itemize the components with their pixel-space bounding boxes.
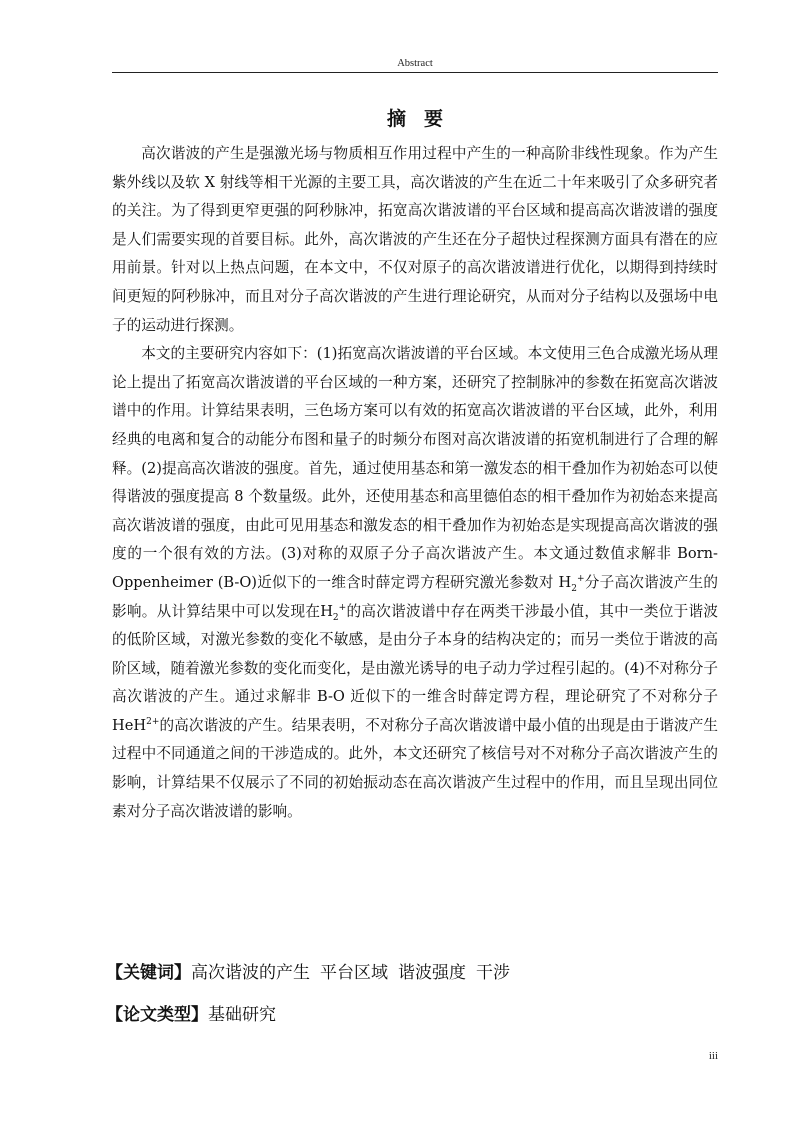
paragraph-contents-part2: 分子高次谐波产生的影响。从计算结果中可以发现在H	[112, 573, 718, 620]
paragraph-contents-part3: 的高次谐波谱中存在两类干涉最小值，其中一类位于谐波的低阶区域，对激光参数的变化不敏感，是由分子本身的结构决定的；而另一类位于谐波的高阶区域，随着激光参数的变化而变化，是由激光诱导的电子动力学过程引起的。(4)不对称分子高次谐波的产生。通过求解非 B-O 近似下的一维含时薛定谔方程，理论研究了不对称分子 HeH	[112, 602, 718, 734]
keyword-term: 谐波强度	[398, 963, 466, 983]
running-header: Abstract	[397, 58, 433, 69]
paragraph-contents-part1: 本文的主要研究内容如下：(1)拓宽高次谐波谱的平台区域。本文使用三色合成激光场从理论上提出了拓宽高次谐波谱的平台区域的一种方案，还研究了控制脉冲的参数在拓宽高次谐波谱中的作用。计算结果表明，三色场方案可以有效的拓宽高次谐波谱的平台区域，此外，利用经典的电离和复合的动能分布图和量子的时频分布图对高次谐波谱的拓宽机制进行了合理的解释。(2)提高高次谐波的强度。首先，通过使用基态和第一激发态的相干叠加作为初始态可以使得谐波的强度提高 8 个数量级。此外，还使用基态和高里德伯态的相干叠加作为初始态来提高高次谐波谱的强度，由此可见用基态和激发态的相干叠加作为初始态是实现提高高次谐波的强度的一个很有效的方法。(3)对称的双原子分子高次谐波产生。本文通过数值求解非 Born-Oppenheimer (B-O)近似下的一维含时薛定谔方程研究激光参数对 H	[112, 345, 718, 591]
abstract-body	[112, 140, 718, 826]
keyword-term: 干涉	[476, 963, 510, 983]
keywords-label: 【关键词】	[106, 963, 191, 983]
paper-type-label: 【论文类型】	[106, 1005, 208, 1025]
abstract-title: 摘要	[386, 108, 461, 130]
h2-superscript-2: +	[338, 602, 347, 613]
paper-type-value: 基础研究	[208, 1005, 276, 1025]
keyword-term: 平台区域	[320, 963, 388, 983]
paragraph-contents-part4: 的高次谐波的产生。结果表明，不对称分子高次谐波谱中最小值的出现是由于谐波产生过程中不同通道之间的干涉造成的。此外，本文还研究了核信号对不对称分子高次谐波产生的影响，计算结果不仅展示了不同的初始振动态在高次谐波产生过程中的作用，而且呈现出同位素对分子高次谐波谱的影响。	[112, 716, 718, 820]
header-rule	[112, 72, 718, 73]
keyword-term: 高次谐波的产生	[191, 963, 310, 983]
heh-superscript: 2+	[146, 717, 160, 728]
keywords-line	[106, 958, 726, 983]
paragraph-contents	[112, 340, 718, 826]
page-number: iii	[708, 1050, 718, 1062]
h2-subscript: 2	[571, 583, 578, 594]
h2-superscript: +	[577, 574, 585, 585]
h2-subscript-2: 2	[332, 612, 339, 623]
paragraph-intro: 高次谐波的产生是强激光场与物质相互作用过程中产生的一种高阶非线性现象。作为产生紫外线以及软 X 射线等相干光源的主要工具，高次谐波的产生在近二十年来吸引了众多研究者的关注。为了得到更窄更强的阿秒脉冲，拓宽高次谐波谱的平台区域和提高高次谐波谱的强度是人们需要实现的首要目标。此外，高次谐波的产生还在分子超快过程探测方面具有潜在的应用前景。针对以上热点问题，在本文中，不仅对原子的高次谐波谱进行优化，以期得到持续时间更短的阿秒脉冲，而且对分子高次谐波的产生进行理论研究，从而对分子结构以及强场中电子的运动进行探测。	[112, 145, 718, 334]
paper-type-line	[106, 1000, 726, 1025]
